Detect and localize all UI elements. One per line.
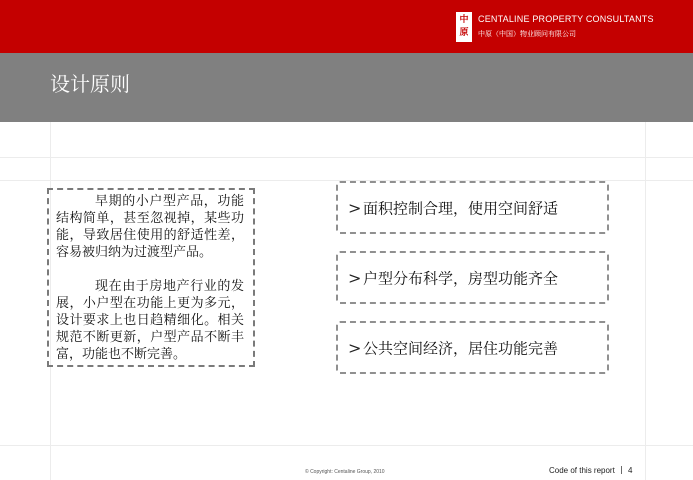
brand-name-english: CENTALINE PROPERTY CONSULTANTS xyxy=(478,14,654,24)
chevron-right-icon: > xyxy=(348,338,362,357)
centaline-logo xyxy=(456,12,472,42)
guide-line xyxy=(0,445,693,446)
principle-text: 公共空间经济，居住功能完善 xyxy=(363,339,559,357)
copyright: © Copyright: Centaline Group, 2010 xyxy=(305,469,385,475)
paragraph-current-products: 现在由于房地产行业的发展，小户型在功能上更为多元，设计要求上也日趋精细化。相关规范不断更新，户型产品不断丰富，功能也不断完善。 xyxy=(56,279,244,362)
page-number: 4 xyxy=(628,466,633,475)
principle-box xyxy=(336,181,609,234)
principle-box xyxy=(336,251,609,304)
brand-name-chinese: 中原（中国）物业顾问有限公司 xyxy=(478,30,576,38)
principle-text: 户型分布科学，房型功能齐全 xyxy=(363,269,559,287)
principle-text: 面积控制合理，使用空间舒适 xyxy=(363,199,559,217)
chevron-right-icon: > xyxy=(348,268,362,287)
logo-glyph-top: 中 xyxy=(459,15,469,25)
guide-line xyxy=(0,157,693,158)
page-title: 设计原则 xyxy=(50,72,130,96)
header-bar xyxy=(0,0,693,53)
paragraph-early-products: 早期的小户型产品，功能结构简单，甚至忽视掉，某些功能，导致居住使用的舒适性差，容易被归纳为过渡型产品。 xyxy=(56,194,244,260)
principle-box xyxy=(336,321,609,374)
chevron-right-icon: > xyxy=(348,198,362,217)
footer-separator: | xyxy=(620,465,623,474)
guide-line xyxy=(645,122,646,480)
logo-glyph-bottom: 原 xyxy=(459,28,469,38)
body-text xyxy=(56,193,244,363)
report-label: Code of this report xyxy=(549,466,615,475)
